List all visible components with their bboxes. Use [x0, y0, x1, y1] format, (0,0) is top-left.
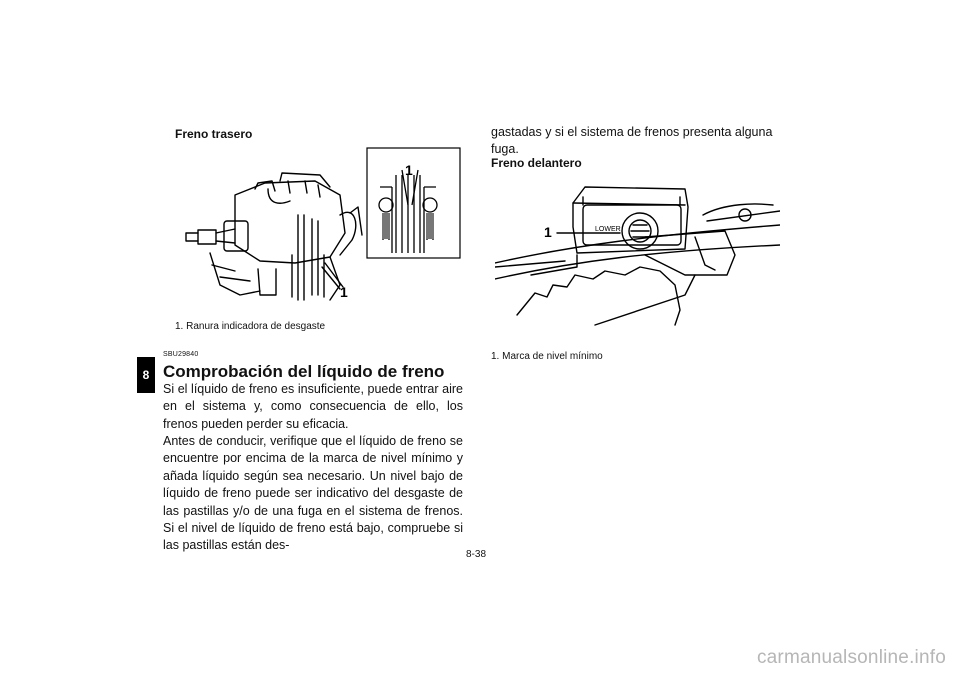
rear-brake-callout-top: 1	[405, 162, 413, 178]
paragraph-2: Antes de conducir, verifique que el líquido de freno se encuentre por encima de la marca de nivel mínimo y añada líquido según sea necesario. Un nivel bajo de líquido de freno puede ser indicativo del desgaste de las pastillas y/o de una fuga en el sistema de frenos. Si el nivel de líquido de freno está bajo, compruebe si las pastillas están des-	[163, 434, 463, 553]
lower-mark-label: LOWER	[595, 226, 621, 233]
rear-brake-callout-bottom: 1	[340, 284, 348, 300]
rear-brake-illustration	[180, 145, 465, 305]
paragraph-1: Si el líquido de freno es insuficiente, puede entrar aire en el sistema y, como consecuencia de ello, los frenos pueden perder su eficacia.	[163, 382, 463, 431]
front-brake-caption: 1. Marca de nivel mínimo	[491, 351, 603, 362]
rear-brake-heading: Freno trasero	[175, 127, 253, 141]
section-title: Comprobación del líquido de freno	[163, 362, 445, 381]
rear-brake-caption: 1. Ranura indicadora de desgaste	[175, 321, 326, 332]
front-brake-callout: 1	[544, 224, 552, 240]
watermark: carmanualsonline.info	[756, 647, 946, 668]
section-code: SBU29840	[163, 351, 199, 358]
front-brake-illustration	[495, 175, 780, 335]
paragraph-continuation: gastadas y si el sistema de frenos presenta alguna fuga.	[491, 125, 773, 157]
page-number: 8-38	[466, 549, 487, 560]
front-brake-heading: Freno delantero	[491, 156, 582, 170]
chapter-tab: 8	[137, 357, 155, 393]
